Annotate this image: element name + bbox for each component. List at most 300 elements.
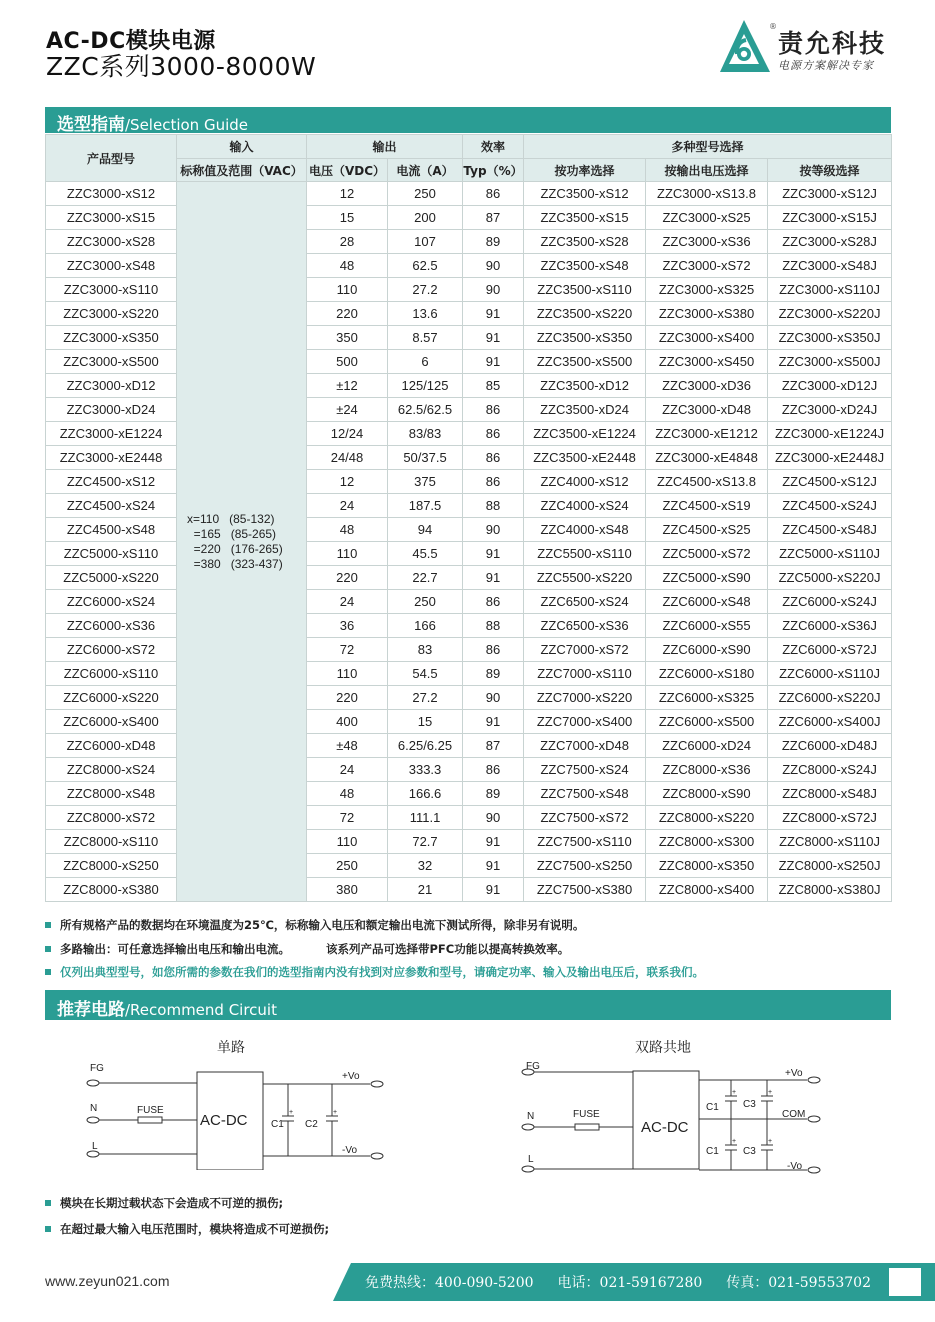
cell-by-power: ZZC7000-xS110 — [524, 662, 646, 686]
cell-model: ZZC8000-xS110 — [46, 830, 177, 854]
table-row — [46, 710, 892, 734]
cell-current: 200 — [388, 206, 463, 230]
cell-model: ZZC3000-xS110 — [46, 278, 177, 302]
cell-by-power: ZZC3500-xS48 — [524, 254, 646, 278]
cell-efficiency: 86 — [463, 590, 524, 614]
cell-efficiency: 90 — [463, 518, 524, 542]
table-row — [46, 254, 892, 278]
c3-top-label: C3 — [743, 1099, 756, 1110]
l-label: L — [92, 1141, 98, 1152]
cell-by-power: ZZC7000-xS72 — [524, 638, 646, 662]
bullet-square-icon — [45, 1200, 51, 1206]
cell-voltage: 48 — [307, 782, 388, 806]
cell-current: 83 — [388, 638, 463, 662]
cell-voltage: 15 — [307, 206, 388, 230]
table-row — [46, 662, 892, 686]
vo-neg-label: -Vo — [342, 1145, 358, 1156]
header-output: 输出 — [307, 135, 463, 159]
cell-current: 166.6 — [388, 782, 463, 806]
table-row — [46, 758, 892, 782]
cell-by-voltage: ZZC8000-xS300 — [646, 830, 768, 854]
cell-by-grade: ZZC5000-xS110J — [768, 542, 892, 566]
table-row — [46, 566, 892, 590]
cell-voltage: 110 — [307, 542, 388, 566]
cell-by-grade: ZZC3000-xS350J — [768, 326, 892, 350]
cell-current: 72.7 — [388, 830, 463, 854]
cell-by-voltage: ZZC3000-xS25 — [646, 206, 768, 230]
note-1-text: 所有规格产品的数据均在环境温度为25℃，标称输入电压和额定输出电流下测试所得，除非另有说明。 — [60, 918, 585, 932]
title-line-2: ZZC系列3000-8000W — [46, 52, 317, 81]
cell-current: 6 — [388, 350, 463, 374]
cell-by-voltage: ZZC3000-xS450 — [646, 350, 768, 374]
table-row — [46, 830, 892, 854]
cell-current: 333.3 — [388, 758, 463, 782]
table-row — [46, 854, 892, 878]
cell-current: 83/83 — [388, 422, 463, 446]
cell-by-power: ZZC3500-xS500 — [524, 350, 646, 374]
cell-model: ZZC4500-xS24 — [46, 494, 177, 518]
c1-plus-label: + — [289, 1109, 294, 1116]
logo-triangle-icon — [718, 18, 774, 76]
cell-by-power: ZZC3500-xE1224 — [524, 422, 646, 446]
header-by-voltage: 按输出电压选择 — [646, 159, 768, 182]
cell-by-power: ZZC3500-xD12 — [524, 374, 646, 398]
cell-current: 22.7 — [388, 566, 463, 590]
cell-by-power: ZZC3500-xS28 — [524, 230, 646, 254]
cell-voltage: 110 — [307, 830, 388, 854]
module-label: AC-DC — [200, 1112, 248, 1129]
title-line-1: AC-DC模块电源 — [46, 29, 216, 54]
l-label: L — [528, 1154, 534, 1165]
cell-voltage: 110 — [307, 662, 388, 686]
dual-circuit-diagram — [515, 1055, 835, 1175]
table-row — [46, 398, 892, 422]
phone-text: 电话：021-59167280 — [557, 1275, 703, 1291]
cell-efficiency: 86 — [463, 398, 524, 422]
cell-by-power: ZZC7500-xS24 — [524, 758, 646, 782]
single-circuit-title: 单路 — [217, 1040, 245, 1056]
cell-voltage: ±24 — [307, 398, 388, 422]
cell-model: ZZC5000-xS110 — [46, 542, 177, 566]
cell-efficiency: 85 — [463, 374, 524, 398]
header-typ: Typ（%） — [463, 159, 524, 182]
warning-1-text: 模块在长期过载状态下会造成不可逆的损伤; — [60, 1196, 284, 1210]
page-number-box — [889, 1268, 921, 1296]
table-row — [46, 782, 892, 806]
cell-by-grade: ZZC4500-xS24J — [768, 494, 892, 518]
c1-label: C1 — [271, 1119, 284, 1130]
cell-by-voltage: ZZC6000-xS55 — [646, 614, 768, 638]
cell-efficiency: 91 — [463, 830, 524, 854]
registered-mark: ® — [769, 22, 777, 31]
cell-by-grade: ZZC8000-xS380J — [768, 878, 892, 902]
cell-voltage: 380 — [307, 878, 388, 902]
bullet-square-icon — [45, 969, 51, 975]
cell-by-grade: ZZC8000-xS110J — [768, 830, 892, 854]
header-by-power: 按功率选择 — [524, 159, 646, 182]
cell-by-grade: ZZC3000-xE1224J — [768, 422, 892, 446]
cell-by-voltage: ZZC3000-xS380 — [646, 302, 768, 326]
cell-by-grade: ZZC3000-xS500J — [768, 350, 892, 374]
cell-by-voltage: ZZC3000-xE1212 — [646, 422, 768, 446]
cell-current: 54.5 — [388, 662, 463, 686]
cell-by-grade: ZZC6000-xS36J — [768, 614, 892, 638]
cell-model: ZZC8000-xS380 — [46, 878, 177, 902]
header-input-range: 标称值及范围（VAC） — [177, 159, 307, 182]
cell-current: 94 — [388, 518, 463, 542]
table-row — [46, 590, 892, 614]
cell-model: ZZC3000-xS500 — [46, 350, 177, 374]
cell-efficiency: 86 — [463, 182, 524, 206]
cell-voltage: 220 — [307, 566, 388, 590]
cell-by-voltage: ZZC4500-xS19 — [646, 494, 768, 518]
cell-voltage: 72 — [307, 638, 388, 662]
cell-current: 27.2 — [388, 686, 463, 710]
cell-by-power: ZZC7500-xS72 — [524, 806, 646, 830]
bullet-square-icon — [45, 946, 51, 952]
cell-by-power: ZZC6500-xS36 — [524, 614, 646, 638]
cell-by-grade: ZZC3000-xS48J — [768, 254, 892, 278]
table-row — [46, 182, 892, 206]
cell-by-voltage: ZZC6000-xS48 — [646, 590, 768, 614]
cell-by-power: ZZC5500-xS110 — [524, 542, 646, 566]
cell-by-grade: ZZC6000-xD48J — [768, 734, 892, 758]
table-row — [46, 806, 892, 830]
c2-plus-label: + — [333, 1109, 338, 1116]
cell-model: ZZC4500-xS12 — [46, 470, 177, 494]
table-row — [46, 878, 892, 902]
header-efficiency: 效率 — [463, 135, 524, 159]
c1-top-plus-label: + — [732, 1089, 737, 1096]
table-row — [46, 686, 892, 710]
cell-model: ZZC6000-xS400 — [46, 710, 177, 734]
cell-by-grade: ZZC6000-xS72J — [768, 638, 892, 662]
cell-by-voltage: ZZC6000-xD24 — [646, 734, 768, 758]
cell-voltage: 400 — [307, 710, 388, 734]
cell-by-voltage: ZZC6000-xS500 — [646, 710, 768, 734]
fax-text: 传真：021-59553702 — [726, 1275, 871, 1291]
cell-current: 111.1 — [388, 806, 463, 830]
cell-by-voltage: ZZC8000-xS36 — [646, 758, 768, 782]
table-body — [46, 182, 892, 902]
selection-guide-title-en: /Selection Guide — [125, 116, 248, 134]
cell-model: ZZC3000-xD24 — [46, 398, 177, 422]
cell-model: ZZC8000-xS24 — [46, 758, 177, 782]
warning-2 — [45, 1221, 329, 1237]
cell-model: ZZC3000-xD12 — [46, 374, 177, 398]
cell-by-power: ZZC5500-xS220 — [524, 566, 646, 590]
table-row — [46, 518, 892, 542]
website-link[interactable]: www.zeyun021.com — [45, 1273, 170, 1289]
header-voltage: 电压（VDC） — [307, 159, 388, 182]
cell-efficiency: 88 — [463, 494, 524, 518]
cell-by-voltage: ZZC8000-xS220 — [646, 806, 768, 830]
cell-by-power: ZZC7000-xS220 — [524, 686, 646, 710]
recommend-circuit-bar — [45, 990, 891, 1020]
cell-voltage: 48 — [307, 518, 388, 542]
cell-model: ZZC4500-xS48 — [46, 518, 177, 542]
cell-efficiency: 89 — [463, 230, 524, 254]
cell-by-voltage: ZZC3000-xE4848 — [646, 446, 768, 470]
c3-bottom-plus-label: + — [768, 1138, 773, 1145]
n-label: N — [90, 1103, 98, 1114]
header-model: 产品型号 — [46, 135, 177, 182]
cell-by-voltage: ZZC3000-xS400 — [646, 326, 768, 350]
header-input: 输入 — [177, 135, 307, 159]
cell-model: ZZC8000-xS72 — [46, 806, 177, 830]
cell-by-grade: ZZC6000-xS220J — [768, 686, 892, 710]
cell-by-voltage: ZZC8000-xS400 — [646, 878, 768, 902]
cell-voltage: 220 — [307, 302, 388, 326]
cell-by-power: ZZC3500-xS350 — [524, 326, 646, 350]
cell-efficiency: 86 — [463, 446, 524, 470]
hotline-text: 免费热线：400-090-5200 — [365, 1275, 534, 1291]
cell-by-power: ZZC3500-xS220 — [524, 302, 646, 326]
cell-efficiency: 90 — [463, 254, 524, 278]
company-slogan: 电源方案解决专家 — [778, 59, 874, 72]
cell-current: 32 — [388, 854, 463, 878]
cell-voltage: 24 — [307, 590, 388, 614]
cell-by-voltage: ZZC4500-xS13.8 — [646, 470, 768, 494]
cell-by-voltage: ZZC6000-xS90 — [646, 638, 768, 662]
recommend-circuit-title-en: /Recommend Circuit — [125, 1001, 277, 1019]
warning-2-text: 在超过最大输入电压范围时，模块将造成不可逆损伤; — [60, 1222, 330, 1236]
cell-model: ZZC3000-xS12 — [46, 182, 177, 206]
cell-efficiency: 91 — [463, 350, 524, 374]
table-row — [46, 614, 892, 638]
c3-top-plus-label: + — [768, 1089, 773, 1096]
cell-voltage: 350 — [307, 326, 388, 350]
cell-efficiency: 91 — [463, 710, 524, 734]
cell-by-grade: ZZC3000-xS12J — [768, 182, 892, 206]
vo-pos-label: +Vo — [342, 1071, 360, 1082]
cell-by-grade: ZZC3000-xS15J — [768, 206, 892, 230]
cell-model: ZZC3000-xE2448 — [46, 446, 177, 470]
bullet-square-icon — [45, 1226, 51, 1232]
cell-by-voltage: ZZC5000-xS90 — [646, 566, 768, 590]
cell-voltage: 28 — [307, 230, 388, 254]
cell-efficiency: 86 — [463, 758, 524, 782]
note-2 — [45, 941, 569, 957]
cell-by-grade: ZZC8000-xS24J — [768, 758, 892, 782]
cell-by-voltage: ZZC6000-xS180 — [646, 662, 768, 686]
cell-model: ZZC6000-xS24 — [46, 590, 177, 614]
cell-model: ZZC6000-xS110 — [46, 662, 177, 686]
cell-current: 250 — [388, 590, 463, 614]
cell-by-voltage: ZZC3000-xS13.8 — [646, 182, 768, 206]
cell-voltage: 500 — [307, 350, 388, 374]
cell-by-voltage: ZZC3000-xS36 — [646, 230, 768, 254]
cell-current: 62.5 — [388, 254, 463, 278]
note-2a-text: 多路输出：可任意选择输出电压和输出电流。 — [60, 942, 290, 956]
cell-current: 50/37.5 — [388, 446, 463, 470]
cell-model: ZZC3000-xS220 — [46, 302, 177, 326]
fuse-label: FUSE — [573, 1109, 600, 1120]
table-row — [46, 326, 892, 350]
cell-model: ZZC3000-xS48 — [46, 254, 177, 278]
cell-efficiency: 86 — [463, 422, 524, 446]
module-label: AC-DC — [641, 1119, 689, 1136]
cell-by-grade: ZZC5000-xS220J — [768, 566, 892, 590]
cell-voltage: 24/48 — [307, 446, 388, 470]
cell-by-grade: ZZC3000-xD12J — [768, 374, 892, 398]
table-row — [46, 302, 892, 326]
cell-efficiency: 91 — [463, 302, 524, 326]
cell-by-power: ZZC4000-xS12 — [524, 470, 646, 494]
header-options: 多种型号选择 — [524, 135, 892, 159]
cell-model: ZZC6000-xD48 — [46, 734, 177, 758]
table-row — [46, 422, 892, 446]
dual-circuit-title: 双路共地 — [635, 1040, 691, 1056]
cell-by-power: ZZC3500-xS15 — [524, 206, 646, 230]
cell-by-grade: ZZC3000-xS110J — [768, 278, 892, 302]
cell-model: ZZC3000-xE1224 — [46, 422, 177, 446]
company-name: 责允科技 — [778, 29, 887, 58]
cell-by-voltage: ZZC8000-xS350 — [646, 854, 768, 878]
cell-efficiency: 86 — [463, 638, 524, 662]
note-3 — [45, 964, 704, 980]
company-logo — [718, 18, 893, 78]
cell-current: 107 — [388, 230, 463, 254]
note-2b-text: 该系列产品可选择带PFC功能以提高转换效率。 — [326, 942, 570, 956]
cell-voltage: 250 — [307, 854, 388, 878]
cell-by-voltage: ZZC3000-xD48 — [646, 398, 768, 422]
c1-bottom-plus-label: + — [732, 1138, 737, 1145]
cell-efficiency: 87 — [463, 206, 524, 230]
cell-by-power: ZZC6500-xS24 — [524, 590, 646, 614]
cell-current: 125/125 — [388, 374, 463, 398]
cell-by-voltage: ZZC5000-xS72 — [646, 542, 768, 566]
n-label: N — [527, 1111, 535, 1122]
cell-voltage: 220 — [307, 686, 388, 710]
cell-voltage: 12 — [307, 470, 388, 494]
cell-model: ZZC5000-xS220 — [46, 566, 177, 590]
c3-bottom-label: C3 — [743, 1146, 756, 1157]
vo-neg-label: -Vo — [787, 1161, 803, 1172]
cell-current: 62.5/62.5 — [388, 398, 463, 422]
selection-guide-bar — [45, 107, 891, 133]
cell-current: 6.25/6.25 — [388, 734, 463, 758]
cell-efficiency: 86 — [463, 470, 524, 494]
recommend-circuit-title-zh: 推荐电路 — [57, 1000, 125, 1020]
cell-by-grade: ZZC4500-xS48J — [768, 518, 892, 542]
table-row — [46, 206, 892, 230]
cell-by-voltage: ZZC6000-xS325 — [646, 686, 768, 710]
cell-input-range: x=110 (85-132) =165 (85-265) =220 (176-265) =380 (323-437) — [177, 182, 307, 902]
cell-by-power: ZZC7000-xD48 — [524, 734, 646, 758]
cell-efficiency: 90 — [463, 806, 524, 830]
table-row — [46, 734, 892, 758]
cell-efficiency: 91 — [463, 542, 524, 566]
c1-bottom-label: C1 — [706, 1146, 719, 1157]
cell-by-power: ZZC3500-xS110 — [524, 278, 646, 302]
cell-voltage: 24 — [307, 758, 388, 782]
cell-by-grade: ZZC6000-xS110J — [768, 662, 892, 686]
cell-by-power: ZZC7500-xS250 — [524, 854, 646, 878]
cell-by-power: ZZC7000-xS400 — [524, 710, 646, 734]
single-circuit-diagram — [80, 1060, 400, 1170]
cell-model: ZZC6000-xS72 — [46, 638, 177, 662]
cell-voltage: 48 — [307, 254, 388, 278]
table-row — [46, 446, 892, 470]
cell-current: 21 — [388, 878, 463, 902]
c1-top-label: C1 — [706, 1102, 719, 1113]
cell-model: ZZC8000-xS250 — [46, 854, 177, 878]
cell-by-voltage: ZZC3000-xS325 — [646, 278, 768, 302]
cell-efficiency: 91 — [463, 566, 524, 590]
cell-current: 250 — [388, 182, 463, 206]
c2-label: C2 — [305, 1119, 318, 1130]
cell-model: ZZC8000-xS48 — [46, 782, 177, 806]
cell-by-grade: ZZC3000-xS28J — [768, 230, 892, 254]
cell-by-power: ZZC3500-xS12 — [524, 182, 646, 206]
cell-by-grade: ZZC8000-xS48J — [768, 782, 892, 806]
cell-voltage: 24 — [307, 494, 388, 518]
fg-label: FG — [90, 1063, 104, 1074]
cell-by-grade: ZZC8000-xS250J — [768, 854, 892, 878]
cell-voltage: 36 — [307, 614, 388, 638]
selection-guide-table — [45, 134, 892, 902]
table-row — [46, 278, 892, 302]
table-row — [46, 638, 892, 662]
cell-efficiency: 88 — [463, 614, 524, 638]
fuse-label: FUSE — [137, 1105, 164, 1116]
com-label: COM — [782, 1109, 806, 1120]
cell-efficiency: 87 — [463, 734, 524, 758]
cell-current: 375 — [388, 470, 463, 494]
cell-current: 13.6 — [388, 302, 463, 326]
cell-voltage: 72 — [307, 806, 388, 830]
cell-by-grade: ZZC6000-xS24J — [768, 590, 892, 614]
note-3-text: 仅列出典型型号，如您所需的参数在我们的选型指南内没有找到对应参数和型号，请确定功率、输入及输出电压后，联系我们。 — [60, 965, 704, 979]
cell-current: 15 — [388, 710, 463, 734]
cell-model: ZZC3000-xS350 — [46, 326, 177, 350]
cell-efficiency: 91 — [463, 878, 524, 902]
cell-by-power: ZZC3500-xE2448 — [524, 446, 646, 470]
cell-by-power: ZZC4000-xS24 — [524, 494, 646, 518]
cell-model: ZZC6000-xS36 — [46, 614, 177, 638]
cell-by-voltage: ZZC8000-xS90 — [646, 782, 768, 806]
cell-model: ZZC6000-xS220 — [46, 686, 177, 710]
cell-by-power: ZZC3500-xD24 — [524, 398, 646, 422]
cell-efficiency: 90 — [463, 278, 524, 302]
cell-by-grade: ZZC3000-xE2448J — [768, 446, 892, 470]
cell-by-voltage: ZZC3000-xD36 — [646, 374, 768, 398]
cell-current: 8.57 — [388, 326, 463, 350]
vo-pos-label: +Vo — [785, 1068, 803, 1079]
cell-efficiency: 89 — [463, 662, 524, 686]
header-by-grade: 按等级选择 — [768, 159, 892, 182]
cell-voltage: 110 — [307, 278, 388, 302]
cell-by-voltage: ZZC4500-xS25 — [646, 518, 768, 542]
table-row — [46, 470, 892, 494]
bullet-square-icon — [45, 922, 51, 928]
cell-by-power: ZZC4000-xS48 — [524, 518, 646, 542]
table-row — [46, 542, 892, 566]
table-row — [46, 350, 892, 374]
cell-by-power: ZZC7500-xS380 — [524, 878, 646, 902]
cell-efficiency: 91 — [463, 854, 524, 878]
cell-current: 166 — [388, 614, 463, 638]
cell-by-grade: ZZC4500-xS12J — [768, 470, 892, 494]
cell-voltage: 12/24 — [307, 422, 388, 446]
cell-by-voltage: ZZC3000-xS72 — [646, 254, 768, 278]
cell-current: 27.2 — [388, 278, 463, 302]
cell-by-grade: ZZC3000-xD24J — [768, 398, 892, 422]
cell-by-grade: ZZC8000-xS72J — [768, 806, 892, 830]
selection-guide-title-zh: 选型指南 — [57, 115, 125, 135]
cell-efficiency: 90 — [463, 686, 524, 710]
